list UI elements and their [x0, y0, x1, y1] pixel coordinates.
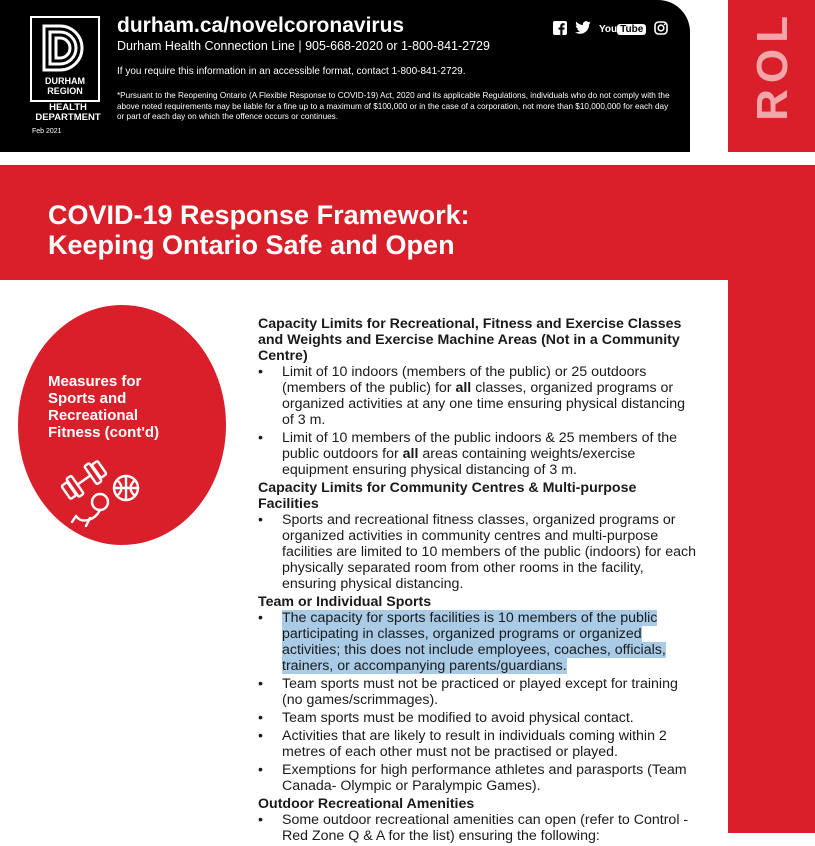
category-label — [48, 373, 159, 441]
logo-line-1: DURHAM — [45, 76, 85, 86]
department-name — [30, 103, 106, 123]
side-tab-text: ROL — [748, 10, 797, 121]
outdoor-amenities-list — [258, 812, 698, 844]
header-bar — [0, 0, 815, 152]
side-tab — [728, 0, 815, 152]
category-line-1: Measures for — [48, 373, 142, 390]
pursuant-note: *Pursuant to the Reopening Ontario (A Flexible Response to COVID-19) Act, 2020 and its applicable Regulations, individuals who do not comply with the above noted requirements may be liable for a fine up to a maximum of $100,000 or in the case of a corporation, not more than $10,000,000 for each day or part of each day on which the offence occurs or continues. — [117, 91, 670, 121]
category-line-2: Sports and — [48, 390, 127, 407]
capacity-classes-list — [258, 364, 698, 478]
department-line-1: HEALTH — [49, 102, 87, 113]
category-line-4: Fitness (cont'd) — [48, 424, 160, 441]
team-sports-list — [258, 610, 698, 794]
page-title — [48, 200, 470, 260]
list-item: • Sports and recreational fitness classes, organized programs or organized activities in community centres and multi-purpose facilities are limited to 10 members of the public (indoors) for each physically separated room from other rooms in the facility, ensuring physical distancing. — [258, 512, 698, 592]
publish-date: Feb 2021 — [32, 128, 62, 135]
logo-line-2: REGION — [47, 86, 83, 96]
section-heading-community-centres: Capacity Limits for Community Centres & Multi-purpose Facilities — [258, 480, 637, 512]
list-item: • Some outdoor recreational amenities can open (refer to Control - Red Zone Q & A for the list) ensuring the following: — [258, 812, 698, 844]
facebook-icon[interactable] — [553, 21, 567, 35]
list-item: • Limit of 10 members of the public indoors & 25 members of the public outdoors for all areas containing weights/exercise equipment ensuring physical distancing of 3 m. — [258, 430, 698, 478]
page-title-line-2: Keeping Ontario Safe and Open — [48, 230, 455, 260]
header-white-strip — [690, 0, 728, 152]
list-item: • Exemptions for high performance athletes and parasports (Team Canada- Olympic or Paralympic Games). — [258, 762, 698, 794]
social-links — [553, 20, 668, 35]
section-heading-outdoor-amenities: Outdoor Recreational Amenities — [258, 796, 475, 812]
page-title-line-1: COVID-19 Response Framework: — [48, 200, 470, 230]
category-line-3: Recreational — [48, 407, 139, 424]
accessibility-note: If you require this information in an accessible format, contact 1-800-841-2729. — [117, 66, 466, 77]
measures-content — [258, 316, 698, 846]
twitter-icon[interactable] — [575, 21, 591, 35]
community-centres-list — [258, 512, 698, 592]
department-line-2: DEPARTMENT — [35, 112, 101, 123]
list-item-highlighted — [258, 610, 698, 674]
list-item: • Team sports must not be practiced or played except for training (no games/scrimmages). — [258, 676, 698, 708]
instagram-icon[interactable] — [654, 21, 668, 35]
contact-line: Durham Health Connection Line | 905-668-2020 or 1-800-841-2729 — [117, 39, 490, 53]
right-red-margin — [728, 280, 815, 833]
sports-equipment-icon — [60, 458, 144, 530]
youtube-icon[interactable]: You Tube — [599, 20, 646, 35]
list-item: • Activities that are likely to result in individuals coming within 2 metres of each other must not be practised or played. — [258, 728, 698, 760]
highlighted-text[interactable]: The capacity for sports facilities is 10 members of the public participating in classes, organized programs or organized activities; this does not include employees, coaches, officials, trainers, or accompanying parents/guardians. — [282, 610, 666, 674]
list-item: • Team sports must be modified to avoid physical contact. — [258, 710, 698, 726]
youtube-icon-tube: Tube — [617, 24, 646, 35]
durham-logo-icon — [30, 16, 100, 102]
section-heading-capacity-classes: Capacity Limits for Recreational, Fitness and Exercise Classes and Weights and Exercise Machine Areas (Not in a Community Centre) — [258, 316, 682, 364]
section-heading-team-sports: Team or Individual Sports — [258, 594, 432, 610]
website-url[interactable]: durham.ca/novelcoronavirus — [117, 14, 405, 37]
list-item: • Limit of 10 indoors (members of the public) or 25 outdoors (members of the public) for all classes, organized programs or organized activities at any one time ensuring physical distancing of 3 m. — [258, 364, 698, 428]
